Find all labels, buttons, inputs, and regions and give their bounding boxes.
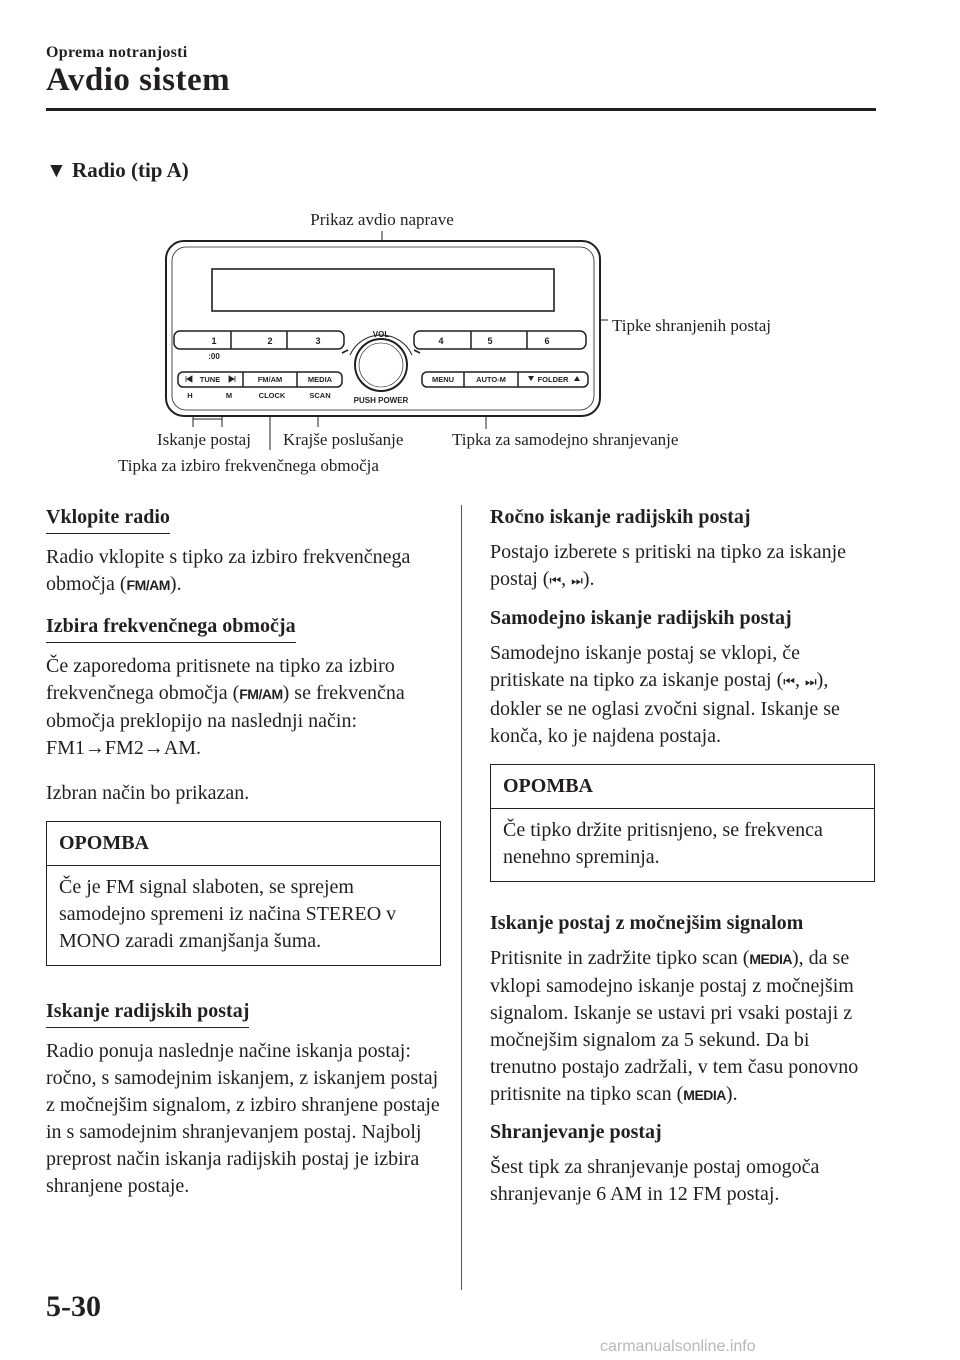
para-store: Šest tipk za shranjevanje postaj omogoča shranjevanje 6 AM in 12 FM postaj. — [490, 1156, 820, 1205]
preset-sub-label: :00 — [208, 352, 220, 361]
push-power-label: PUSH POWER — [353, 396, 409, 405]
radio-faceplate — [166, 241, 600, 416]
tune-button[interactable]: TUNE — [199, 375, 221, 384]
subsection-title: Radio (tip A) — [72, 158, 189, 182]
fm-am-glyph: FM/AM — [126, 577, 170, 593]
note-box-right — [490, 764, 875, 882]
scan-label: SCAN — [309, 391, 331, 400]
seek-up-icon: ⏭ — [804, 675, 817, 690]
section-label: Oprema notranjosti — [46, 44, 188, 61]
preset-3[interactable]: 3 — [315, 336, 321, 346]
callout-band-select: Tipka za izbiro frekvenčnega območja — [118, 456, 379, 475]
note-body: Če je FM signal slaboten, se sprejem samodejno spremeni iz načina STEREO v MONO zaradi zmanjšanja šuma. — [59, 876, 397, 952]
note-title: OPOMBA — [47, 822, 440, 866]
para-strong: Pritisnite in zadržite tipko scan (MEDIA), da se vklopi samodejno iskanje postaj z močnejšim signalom. Iskanje se ustavi pri vsaki postaji z močnejšim signalom za 5 sekund. Da bi trenutno postajo zadržali, v tem času ponovno pritisnite na tipko scan (MEDIA). — [490, 947, 859, 1105]
media-glyph: MEDIA — [683, 1087, 726, 1103]
note-box-left — [46, 821, 441, 966]
page-number: 5-30 — [46, 1290, 101, 1323]
heading-search: Iskanje radijskih postaj — [46, 998, 249, 1028]
right-column — [490, 500, 875, 1218]
folder-button[interactable]: FOLDER — [537, 375, 569, 384]
seek-down-icon: ⏮ — [549, 574, 562, 589]
note-title: OPOMBA — [491, 765, 874, 809]
preset-1[interactable]: 1 — [211, 336, 217, 346]
title-rule — [46, 108, 876, 111]
heading-store: Shranjevanje postaj — [490, 1121, 662, 1143]
preset-4[interactable]: 4 — [438, 336, 444, 346]
heading-manual: Ročno iskanje radijskih postaj — [490, 506, 751, 528]
para-auto: Samodejno iskanje postaj se vklopi, če pritiskate na tipko za iskanje postaj (⏮, ⏭), dokler se ne oglasi zvočni signal. Iskanje se konča, ko je najdena postaja. — [490, 642, 840, 747]
left-column — [46, 500, 441, 1210]
fm-am-button[interactable]: FM/AM — [257, 375, 283, 384]
seek-down-icon: ⏮ — [783, 675, 795, 690]
para-manual: Postajo izberete s pritiski na tipko za iskanje postaj (⏮, ⏭). — [490, 541, 847, 590]
radio-panel-figure — [0, 195, 960, 485]
para-search: Radio ponuja naslednje načine iskanja postaj: ročno, s samodejnim iskanjem, z iskanjem postaj z močnejšim signalom, z izbiro shranjene postaje in s samodejnim shranjevanjem postaj. Najbolj preprost način iskanja radijskih postaj je izbira shranjene postaje. — [46, 1040, 440, 1197]
para-radio-on: Radio vklopite s tipko za izbiro frekvenčnega območja (FM/AM). — [46, 546, 411, 595]
triangle-down-icon: ▼ — [46, 158, 67, 182]
para-band-shown: Izbran način bo prikazan. — [46, 782, 250, 804]
heading-radio-on: Vklopite radio — [46, 504, 170, 534]
clock-label: CLOCK — [258, 391, 286, 400]
fm-am-glyph: FM/AM — [239, 686, 283, 702]
watermark: carmanualsonline.info — [600, 1338, 756, 1355]
preset-6[interactable]: 6 — [544, 336, 550, 346]
h-label: H — [187, 391, 193, 400]
preset-2[interactable]: 2 — [267, 336, 273, 346]
column-divider — [461, 505, 462, 1290]
callout-short-listen: Krajše poslušanje — [283, 430, 404, 449]
volume-knob[interactable] — [355, 339, 407, 391]
m-label: M — [225, 391, 233, 400]
para-band: Če zaporedoma pritisnete na tipko za izbiro frekvenčnega območja (FM/AM) se frekvenčna območja preklopijo na naslednji način: FM1→FM2→AM. — [46, 655, 405, 759]
auto-m-button[interactable]: AUTO-M — [476, 375, 506, 384]
vol-label: VOL — [372, 330, 390, 339]
page-title: Avdio sistem — [46, 62, 231, 98]
preset-5[interactable]: 5 — [487, 336, 493, 346]
display-window — [212, 269, 554, 311]
callout-seek: Iskanje postaj — [157, 430, 251, 449]
callout-preset-buttons: Tipke shranjenih postaj — [612, 316, 771, 335]
seek-up-icon: ⏭ — [571, 574, 583, 589]
callout-display: Prikaz avdio naprave — [310, 210, 454, 229]
media-button[interactable]: MEDIA — [307, 375, 333, 384]
menu-button[interactable]: MENU — [431, 375, 455, 384]
callout-auto-memory: Tipka za samodejno shranjevanje — [452, 430, 679, 449]
media-glyph: MEDIA — [749, 951, 792, 967]
heading-auto: Samodejno iskanje radijskih postaj — [490, 607, 792, 629]
heading-band: Izbira frekvenčnega območja — [46, 613, 296, 643]
heading-strong: Iskanje postaj z močnejšim signalom — [490, 912, 804, 934]
note-body: Če tipko držite pritisnjeno, se frekvenca nenehno spreminja. — [503, 819, 823, 868]
subsection-heading — [46, 158, 189, 183]
